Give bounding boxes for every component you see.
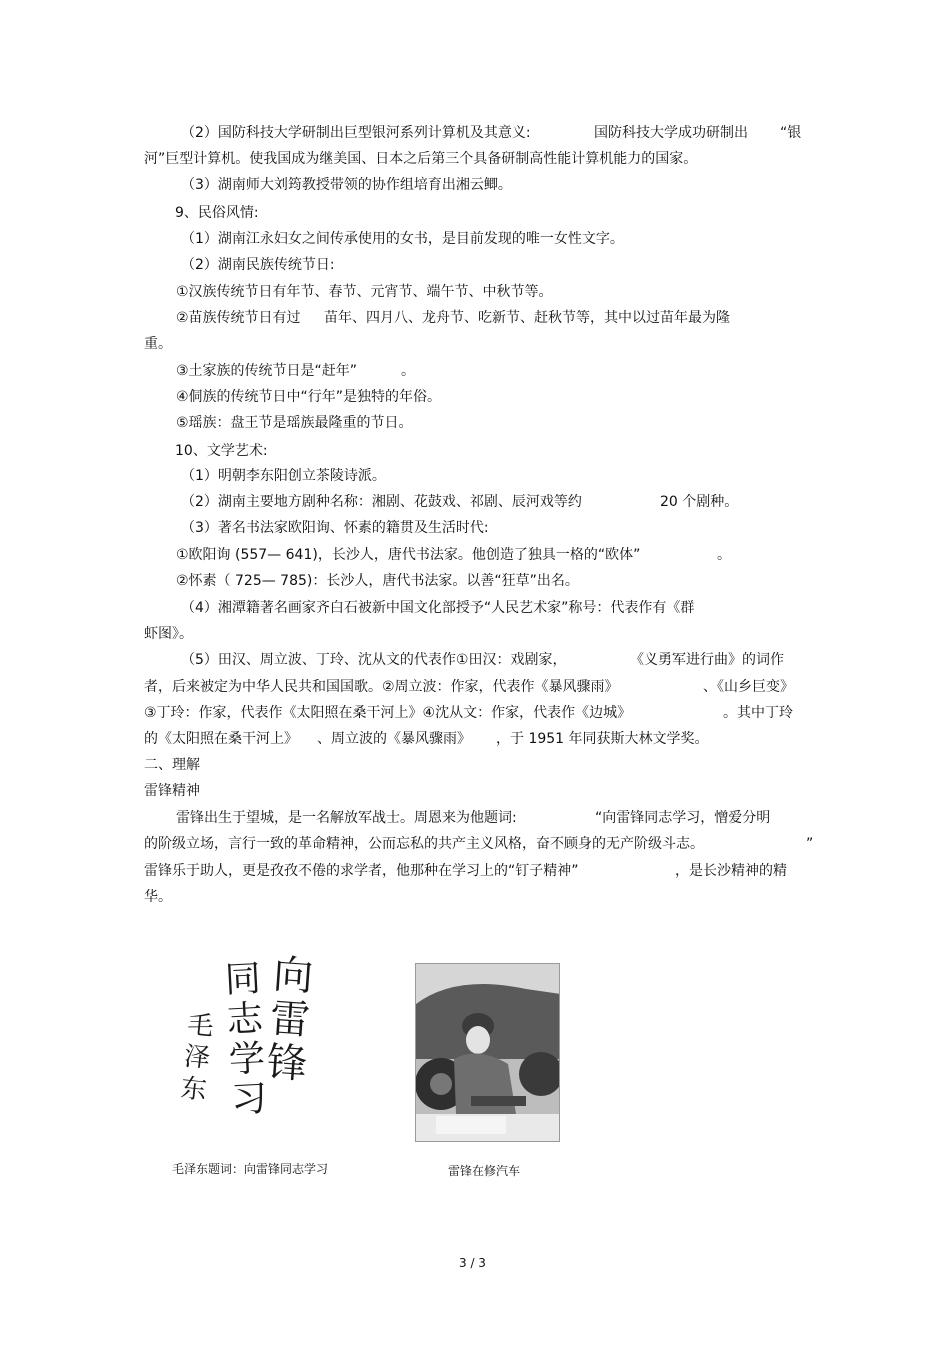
text-line: （3）著名书法家欧阳询、怀素的籍贯及生活时代: [181,520,489,536]
text-line: ③丁玲：作家，代表作《太阳照在桑干河上》④沈从文：作家，代表作《边城》 [144,705,632,721]
text-line: 重。 [144,336,172,352]
text-line: （1）明朝李东阳创立茶陵诗派。 [181,468,386,484]
sub-heading: 雷锋精神 [144,783,200,799]
text-line: （2）湖南主要地方剧种名称：湘剧、花鼓戏、祁剧、辰河戏等约 [181,494,582,510]
calligraphy-signature: 毛泽东 [179,1009,215,1106]
text-line: ④侗族的传统节日中“行年”是独特的年俗。 [176,389,442,405]
text-line: （5）田汉、周立波、丁玲、沈从文的代表作①田汉：戏剧家， [181,652,567,668]
text-line: ，于 1951 年同获斯大林文学奖。 [496,731,709,747]
text-line: ，是长沙精神的精 [675,863,787,879]
text-line: ” [806,836,814,852]
page-number: 3 / 3 [459,1256,486,1270]
text-line: （2）国防科技大学研制出巨型银河系列计算机及其意义: [181,125,531,141]
text-line: ⑤瑶族：盘王节是瑶族最隆重的节日。 [176,415,413,431]
text-line: 。 [401,363,415,379]
text-line: （4）湘潭籍著名画家齐白石被新中国文化部授予“人民艺术家”称号：代表作有《群 [181,600,695,616]
calligraphy-image [178,950,318,1136]
figure-caption: 雷锋在修汽车 [448,1164,521,1178]
text-line: ①欧阳询 (557— 641)，长沙人，唐代书法家。他创造了独具一格的“欧体” [176,547,641,563]
photo-illustration [416,964,560,1142]
text-line: ①汉族传统节日有年节、春节、元宵节、端午节、中秋节等。 [176,284,553,300]
text-line: 雷锋乐于助人，更是孜孜不倦的求学者，他那种在学习上的“钉子精神” [144,863,579,879]
text-line: 虾图》。 [144,626,193,642]
text-line: ②怀素（ 725— 785)：长沙人，唐代书法家。以善“狂草”出名。 [176,573,579,589]
text-line: （3）湖南师大刘筠教授带领的协作组培育出湘云鲫。 [181,177,512,193]
text-line: ③土家族的传统节日是“赶年” [176,363,358,379]
text-line: 、《山乡巨变》 [703,679,794,695]
text-line: 、周立波的《暴风骤雨》 [317,731,471,747]
text-line: 《义勇军进行曲》的词作 [630,652,784,668]
figure-caption: 毛泽东题词：向雷锋同志学习 [172,1162,329,1176]
text-line: “银 [780,125,802,141]
photo-image [415,963,560,1142]
section-heading: 10、文学艺术: [175,443,268,459]
text-line: 的阶级立场，言行一致的革命精神，公而忘私的共产主义风格，奋不顾身的无产阶级斗志。 [144,836,704,852]
text-line: 河”巨型计算机。使我国成为继美国、日本之后第三个具备研制高性能计算机能力的国家。 [144,151,698,167]
text-line: “向雷锋同志学习，憎爱分明 [595,810,771,826]
section-heading: 9、民俗风情: [175,205,259,221]
text-line: 20 个剧种。 [660,494,739,510]
text-line: 国防科技大学成功研制出 [594,125,748,141]
text-line: 。 [717,547,731,563]
text-line: 者，后来被定为中华人民共和国国歌。②周立波：作家，代表作《暴风骤雨》 [144,679,619,695]
part-heading: 二、理解 [144,757,200,773]
text-line: 的《太阳照在桑干河上》 [144,731,298,747]
text-line: 。其中丁玲 [723,705,793,721]
text-line: 苗年、四月八、龙舟节、吃新节、赶秋节等，其中以过苗年最为隆 [324,310,730,326]
text-line: 雷锋出生于望城，是一名解放军战士。周恩来为他题词: [176,810,517,826]
calligraphy-column-1: 向雷锋 [265,951,315,1089]
text-line: 华。 [144,889,172,905]
text-line: （2）湖南民族传统节日: [181,257,335,273]
text-line: （1）湖南江永妇女之间传承使用的女书，是目前发现的唯一女性文字。 [181,231,624,247]
text-line: ②苗族传统节日有过 [176,310,301,326]
calligraphy-column-2: 同志学习 [223,958,269,1121]
